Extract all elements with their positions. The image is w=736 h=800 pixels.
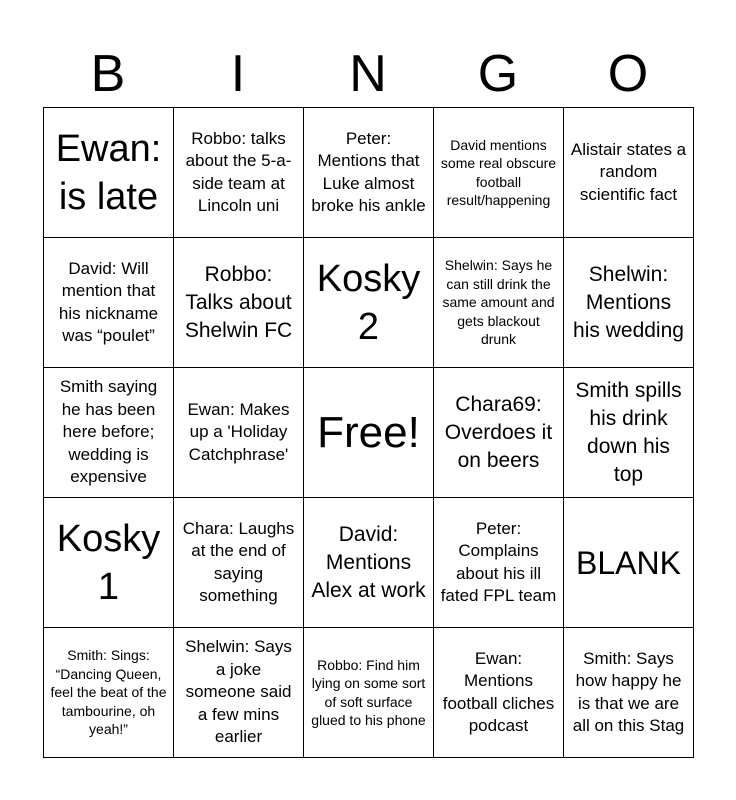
cell-text: Ewan: Mentions football cliches podcast bbox=[442, 648, 555, 735]
cell-text: David: Mentions Alex at work bbox=[311, 522, 426, 602]
cell-text: Chara: Laughs at the end of saying something bbox=[182, 518, 295, 605]
cell-text: Ewan: is late bbox=[55, 127, 162, 218]
cell-text: Robbo: Find him lying on some sort of soft surface glued to his phone bbox=[311, 656, 426, 728]
cell-text: Shelwin: Mentions his wedding bbox=[573, 262, 684, 342]
cell-text: Free! bbox=[317, 407, 420, 457]
cell-text: Robbo: talks about the 5-a-side team at Lincoln uni bbox=[185, 128, 292, 215]
cell-text: Shelwin: Says he can still drink the same amount and gets blackout drunk bbox=[442, 257, 555, 348]
bingo-cell[interactable] bbox=[304, 498, 434, 628]
bingo-cell[interactable] bbox=[174, 368, 304, 498]
bingo-cell[interactable] bbox=[564, 628, 694, 758]
bingo-cell[interactable] bbox=[44, 238, 174, 368]
bingo-cell[interactable] bbox=[434, 628, 564, 758]
cell-text: BLANK bbox=[576, 544, 681, 581]
bingo-cell[interactable] bbox=[434, 108, 564, 238]
cell-text: Kosky 2 bbox=[316, 257, 421, 348]
bingo-cell-blank[interactable] bbox=[564, 498, 694, 628]
bingo-cell[interactable] bbox=[434, 368, 564, 498]
header-letter-b: B bbox=[90, 45, 126, 103]
header-letter-o: O bbox=[607, 45, 649, 103]
bingo-cell[interactable] bbox=[304, 238, 434, 368]
bingo-cell[interactable] bbox=[174, 498, 304, 628]
header-letter-n: N bbox=[349, 45, 387, 103]
cell-text: David: Will mention that his nickname was “poulet” bbox=[58, 258, 159, 345]
cell-text: Peter: Complains about his ill fated FPL team bbox=[440, 518, 557, 605]
cell-text: Smith spills his drink down his top bbox=[575, 378, 682, 486]
cell-text: Chara69: Overdoes it on beers bbox=[444, 392, 553, 472]
cell-text: Peter: Mentions that Luke almost broke his ankle bbox=[311, 128, 426, 215]
bingo-card-grid bbox=[43, 107, 694, 758]
bingo-cell[interactable] bbox=[564, 368, 694, 498]
bingo-cell[interactable] bbox=[434, 238, 564, 368]
cell-text: Kosky 1 bbox=[56, 517, 161, 608]
bingo-cell[interactable] bbox=[174, 628, 304, 758]
bingo-cell[interactable] bbox=[564, 238, 694, 368]
cell-text: Alistair states a random scientific fact bbox=[570, 139, 687, 204]
cell-text: David mentions some real obscure football result/happening bbox=[440, 136, 557, 208]
cell-text: Ewan: Makes up a 'Holiday Catchphrase' bbox=[187, 399, 290, 464]
bingo-cell[interactable] bbox=[174, 108, 304, 238]
bingo-cell[interactable] bbox=[44, 498, 174, 628]
bingo-cell-free[interactable] bbox=[304, 368, 434, 498]
cell-text: Robbo: Talks about Shelwin FC bbox=[184, 262, 293, 342]
bingo-cell[interactable] bbox=[434, 498, 564, 628]
bingo-cell[interactable] bbox=[174, 238, 304, 368]
cell-text: Smith saying he has been here before; wedding is expensive bbox=[59, 377, 158, 487]
bingo-header bbox=[43, 40, 693, 108]
bingo-cell[interactable] bbox=[564, 108, 694, 238]
cell-text: Shelwin: Says a joke someone said a few mins earlier bbox=[185, 637, 292, 747]
bingo-cell[interactable] bbox=[44, 628, 174, 758]
bingo-cell[interactable] bbox=[304, 628, 434, 758]
bingo-cell[interactable] bbox=[304, 108, 434, 238]
bingo-cell[interactable] bbox=[44, 108, 174, 238]
header-letter-g: G bbox=[477, 45, 519, 103]
cell-text: Smith: Says how happy he is that we are all on this Stag bbox=[572, 648, 685, 735]
cell-text: Smith: Sings: “Dancing Queen, feel the beat of the tambourine, oh yeah!” bbox=[50, 647, 167, 738]
bingo-cell[interactable] bbox=[44, 368, 174, 498]
header-letter-i: I bbox=[230, 45, 246, 103]
